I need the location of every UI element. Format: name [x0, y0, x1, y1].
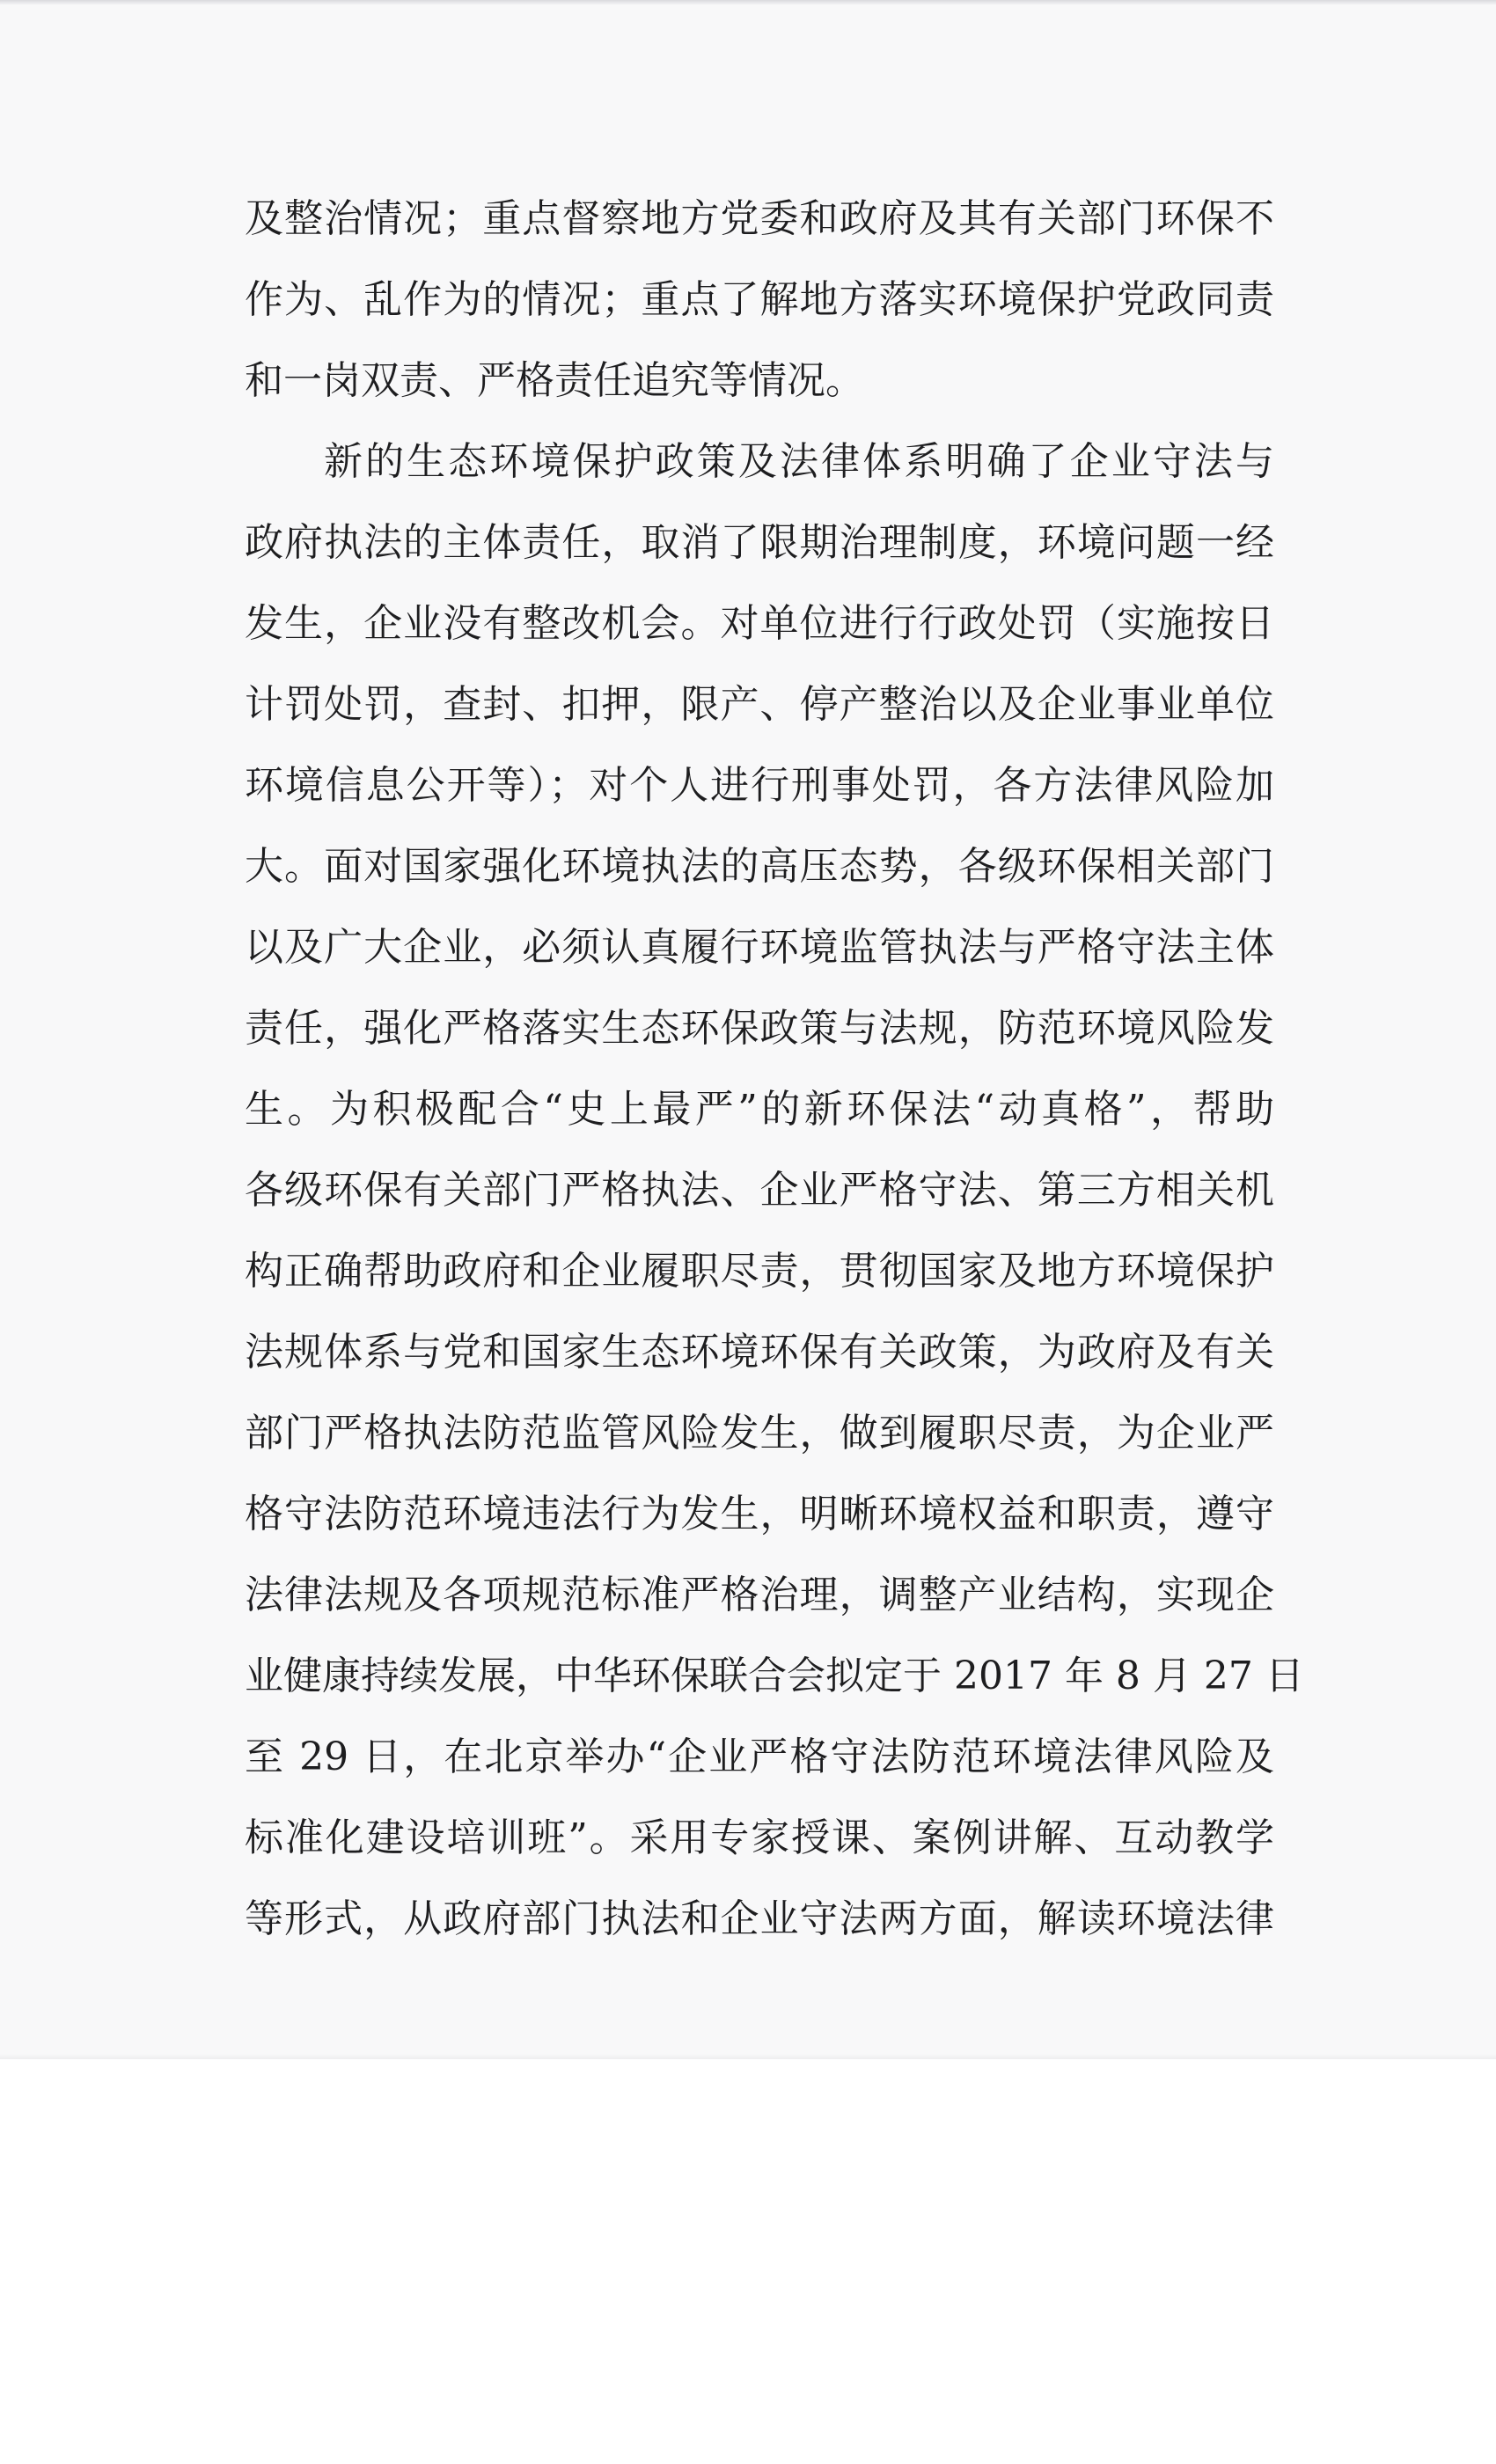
- scan-top-edge: [0, 0, 1496, 5]
- text-line: 以及广大企业，必须认真履行环境监管执法与严格守法主体: [245, 925, 1274, 970]
- text-line: 和一岗双责、严格责任追究等情况。: [245, 358, 864, 403]
- text-line: 生。为积极配合“史上最严”的新环保法“动真格”，帮助: [245, 1087, 1274, 1132]
- text-line: 及整治情况；重点督察地方党委和政府及其有关部门环保不: [245, 196, 1274, 241]
- blank-area: [0, 2059, 1496, 2464]
- paragraph-first-line: 新的生态环境保护政策及法律体系明确了企业守法与: [324, 439, 1274, 484]
- text-line: 发生，企业没有整改机会。对单位进行行政处罚（实施按日: [245, 601, 1274, 646]
- text-line: 构正确帮助政府和企业履职尽责，贯彻国家及地方环境保护: [245, 1249, 1274, 1294]
- text-line: 法规体系与党和国家生态环境环保有关政策，为政府及有关: [245, 1330, 1274, 1375]
- text-line: 责任，强化严格落实生态环保政策与法规，防范环境风险发: [245, 1006, 1274, 1051]
- text-line: 法律法规及各项规范标准严格治理，调整产业结构，实现企: [245, 1573, 1274, 1617]
- text-line: 标准化建设培训班”。采用专家授课、案例讲解、互动教学: [245, 1815, 1274, 1860]
- text-line: 至 29 日，在北京举办“企业严格守法防范环境法律风险及: [245, 1734, 1274, 1779]
- text-line: 计罚处罚，查封、扣押，限产、停产整治以及企业事业单位: [245, 682, 1274, 727]
- text-line: 格守法防范环境违法行为发生，明晰环境权益和职责，遵守: [245, 1492, 1274, 1536]
- text-line: 大。面对国家强化环境执法的高压态势，各级环保相关部门: [245, 844, 1274, 889]
- text-line: 业健康持续发展，中华环保联合会拟定于 2017 年 8 月 27 日: [245, 1654, 1304, 1698]
- text-line: 作为、乱作为的情况；重点了解地方落实环境保护党政同责: [245, 277, 1274, 322]
- text-line: 部门严格执法防范监管风险发生，做到履职尽责，为企业严: [245, 1411, 1274, 1456]
- text-line: 各级环保有关部门严格执法、企业严格守法、第三方相关机: [245, 1168, 1274, 1213]
- text-line: 环境信息公开等）；对个人进行刑事处罚，各方法律风险加: [245, 763, 1274, 808]
- text-line: 等形式，从政府部门执法和企业守法两方面，解读环境法律: [245, 1896, 1274, 1941]
- text-line: 政府执法的主体责任，取消了限期治理制度，环境问题一经: [245, 520, 1274, 565]
